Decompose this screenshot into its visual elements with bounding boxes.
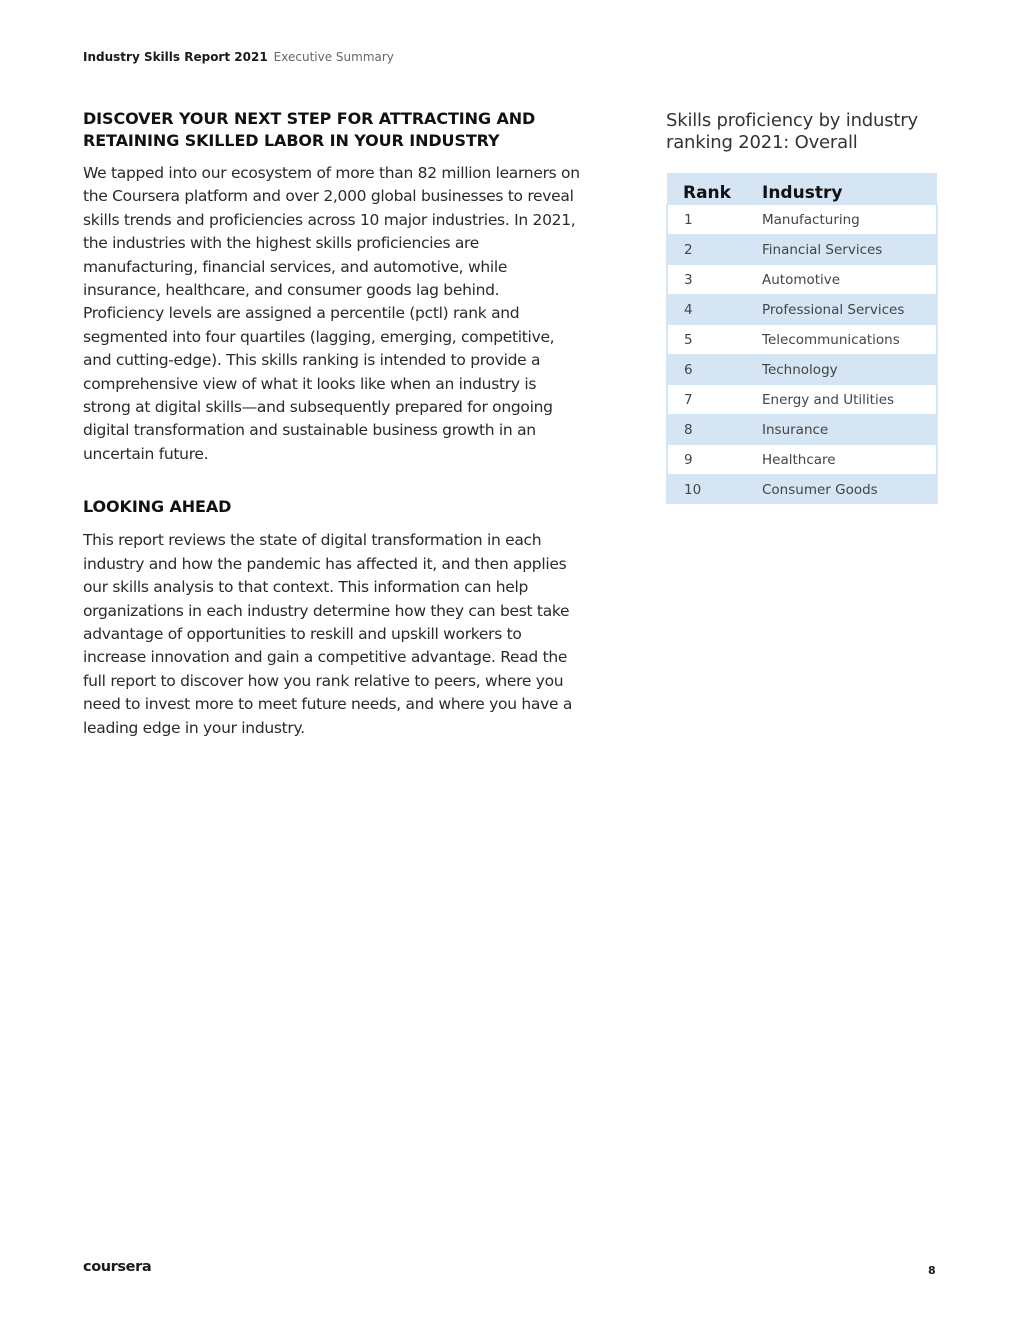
industry-cell: Technology bbox=[762, 355, 937, 385]
industry-cell: Insurance bbox=[762, 415, 937, 445]
industry-cell: Automotive bbox=[762, 265, 937, 295]
ranking-sidebar bbox=[666, 110, 938, 504]
rank-cell: 1 bbox=[667, 205, 762, 235]
section-body-discover: We tapped into our ecosystem of more than 82 million learners on the Coursera platform and over 2,000 global businesses to reveal skills trends and proficiencies across 10 major industries. In 2021, the industries with the highest skills proficiencies are manufacturing, financial services, and automotive, while insurance, healthcare, and consumer goods lag behind. Proficiency levels are assigned a percentile (pctl) rank and segmented into four quartiles (lagging, emerging, competitive, and cutting-edge). This skills ranking is intended to provide a comprehensive view of what it looks like when an industry is strong at digital skills—and subsequently prepared for ongoing digital transformation and sustainable business growth in an uncertain future. bbox=[83, 164, 580, 463]
table-row bbox=[667, 475, 937, 505]
rank-cell: 4 bbox=[667, 295, 762, 325]
rank-cell: 8 bbox=[667, 415, 762, 445]
industry-cell: Energy and Utilities bbox=[762, 385, 937, 415]
section-body-looking-ahead: This report reviews the state of digital transformation in each industry and how the pandemic has affected it, and then applies our skills analysis to that context. This information can help organizations in each industry determine how they can best take advantage of opportunities to reskill and upskill workers to increase innovation and gain a competitive advantage. Read the full report to discover how you rank relative to peers, where you need to invest more to meet future needs, and where you have a leading edge in your industry. bbox=[83, 531, 573, 737]
table-row bbox=[667, 205, 937, 235]
rank-cell: 6 bbox=[667, 355, 762, 385]
industry-cell: Consumer Goods bbox=[762, 475, 937, 505]
industry-cell: Financial Services bbox=[762, 235, 937, 265]
ranking-table bbox=[666, 173, 938, 504]
section-heading-looking-ahead: LOOKING AHEAD bbox=[83, 497, 232, 517]
rank-cell: 9 bbox=[667, 445, 762, 475]
industry-cell: Manufacturing bbox=[762, 205, 937, 235]
main-content bbox=[83, 108, 593, 740]
rank-cell: 7 bbox=[667, 385, 762, 415]
rank-cell: 5 bbox=[667, 325, 762, 355]
page-number: 8 bbox=[928, 1264, 936, 1277]
column-header-rank: Rank bbox=[683, 183, 731, 203]
report-title: Industry Skills Report 2021 bbox=[83, 50, 268, 64]
section-heading-discover: DISCOVER YOUR NEXT STEP FOR ATTRACTING AND RETAINING SKILLED LABOR IN YOUR INDUSTRY bbox=[83, 109, 536, 150]
table-row bbox=[667, 325, 937, 355]
rank-cell: 2 bbox=[667, 235, 762, 265]
table-row bbox=[667, 445, 937, 475]
running-header bbox=[83, 50, 394, 64]
industry-cell: Healthcare bbox=[762, 445, 937, 475]
table-row bbox=[667, 295, 937, 325]
table-row bbox=[667, 415, 937, 445]
rank-cell: 3 bbox=[667, 265, 762, 295]
table-row bbox=[667, 355, 937, 385]
table-row bbox=[667, 265, 937, 295]
table-title: Skills proficiency by industry ranking 2021: Overall bbox=[666, 110, 918, 153]
table-row bbox=[667, 385, 937, 415]
column-header-industry: Industry bbox=[762, 183, 843, 203]
table-row bbox=[667, 235, 937, 265]
rank-cell: 10 bbox=[667, 475, 762, 505]
section-subtitle: Executive Summary bbox=[273, 50, 394, 64]
industry-cell: Professional Services bbox=[762, 295, 937, 325]
table-header-row bbox=[667, 173, 937, 205]
coursera-logo: coursera bbox=[83, 1259, 152, 1275]
industry-cell: Telecommunications bbox=[762, 325, 937, 355]
